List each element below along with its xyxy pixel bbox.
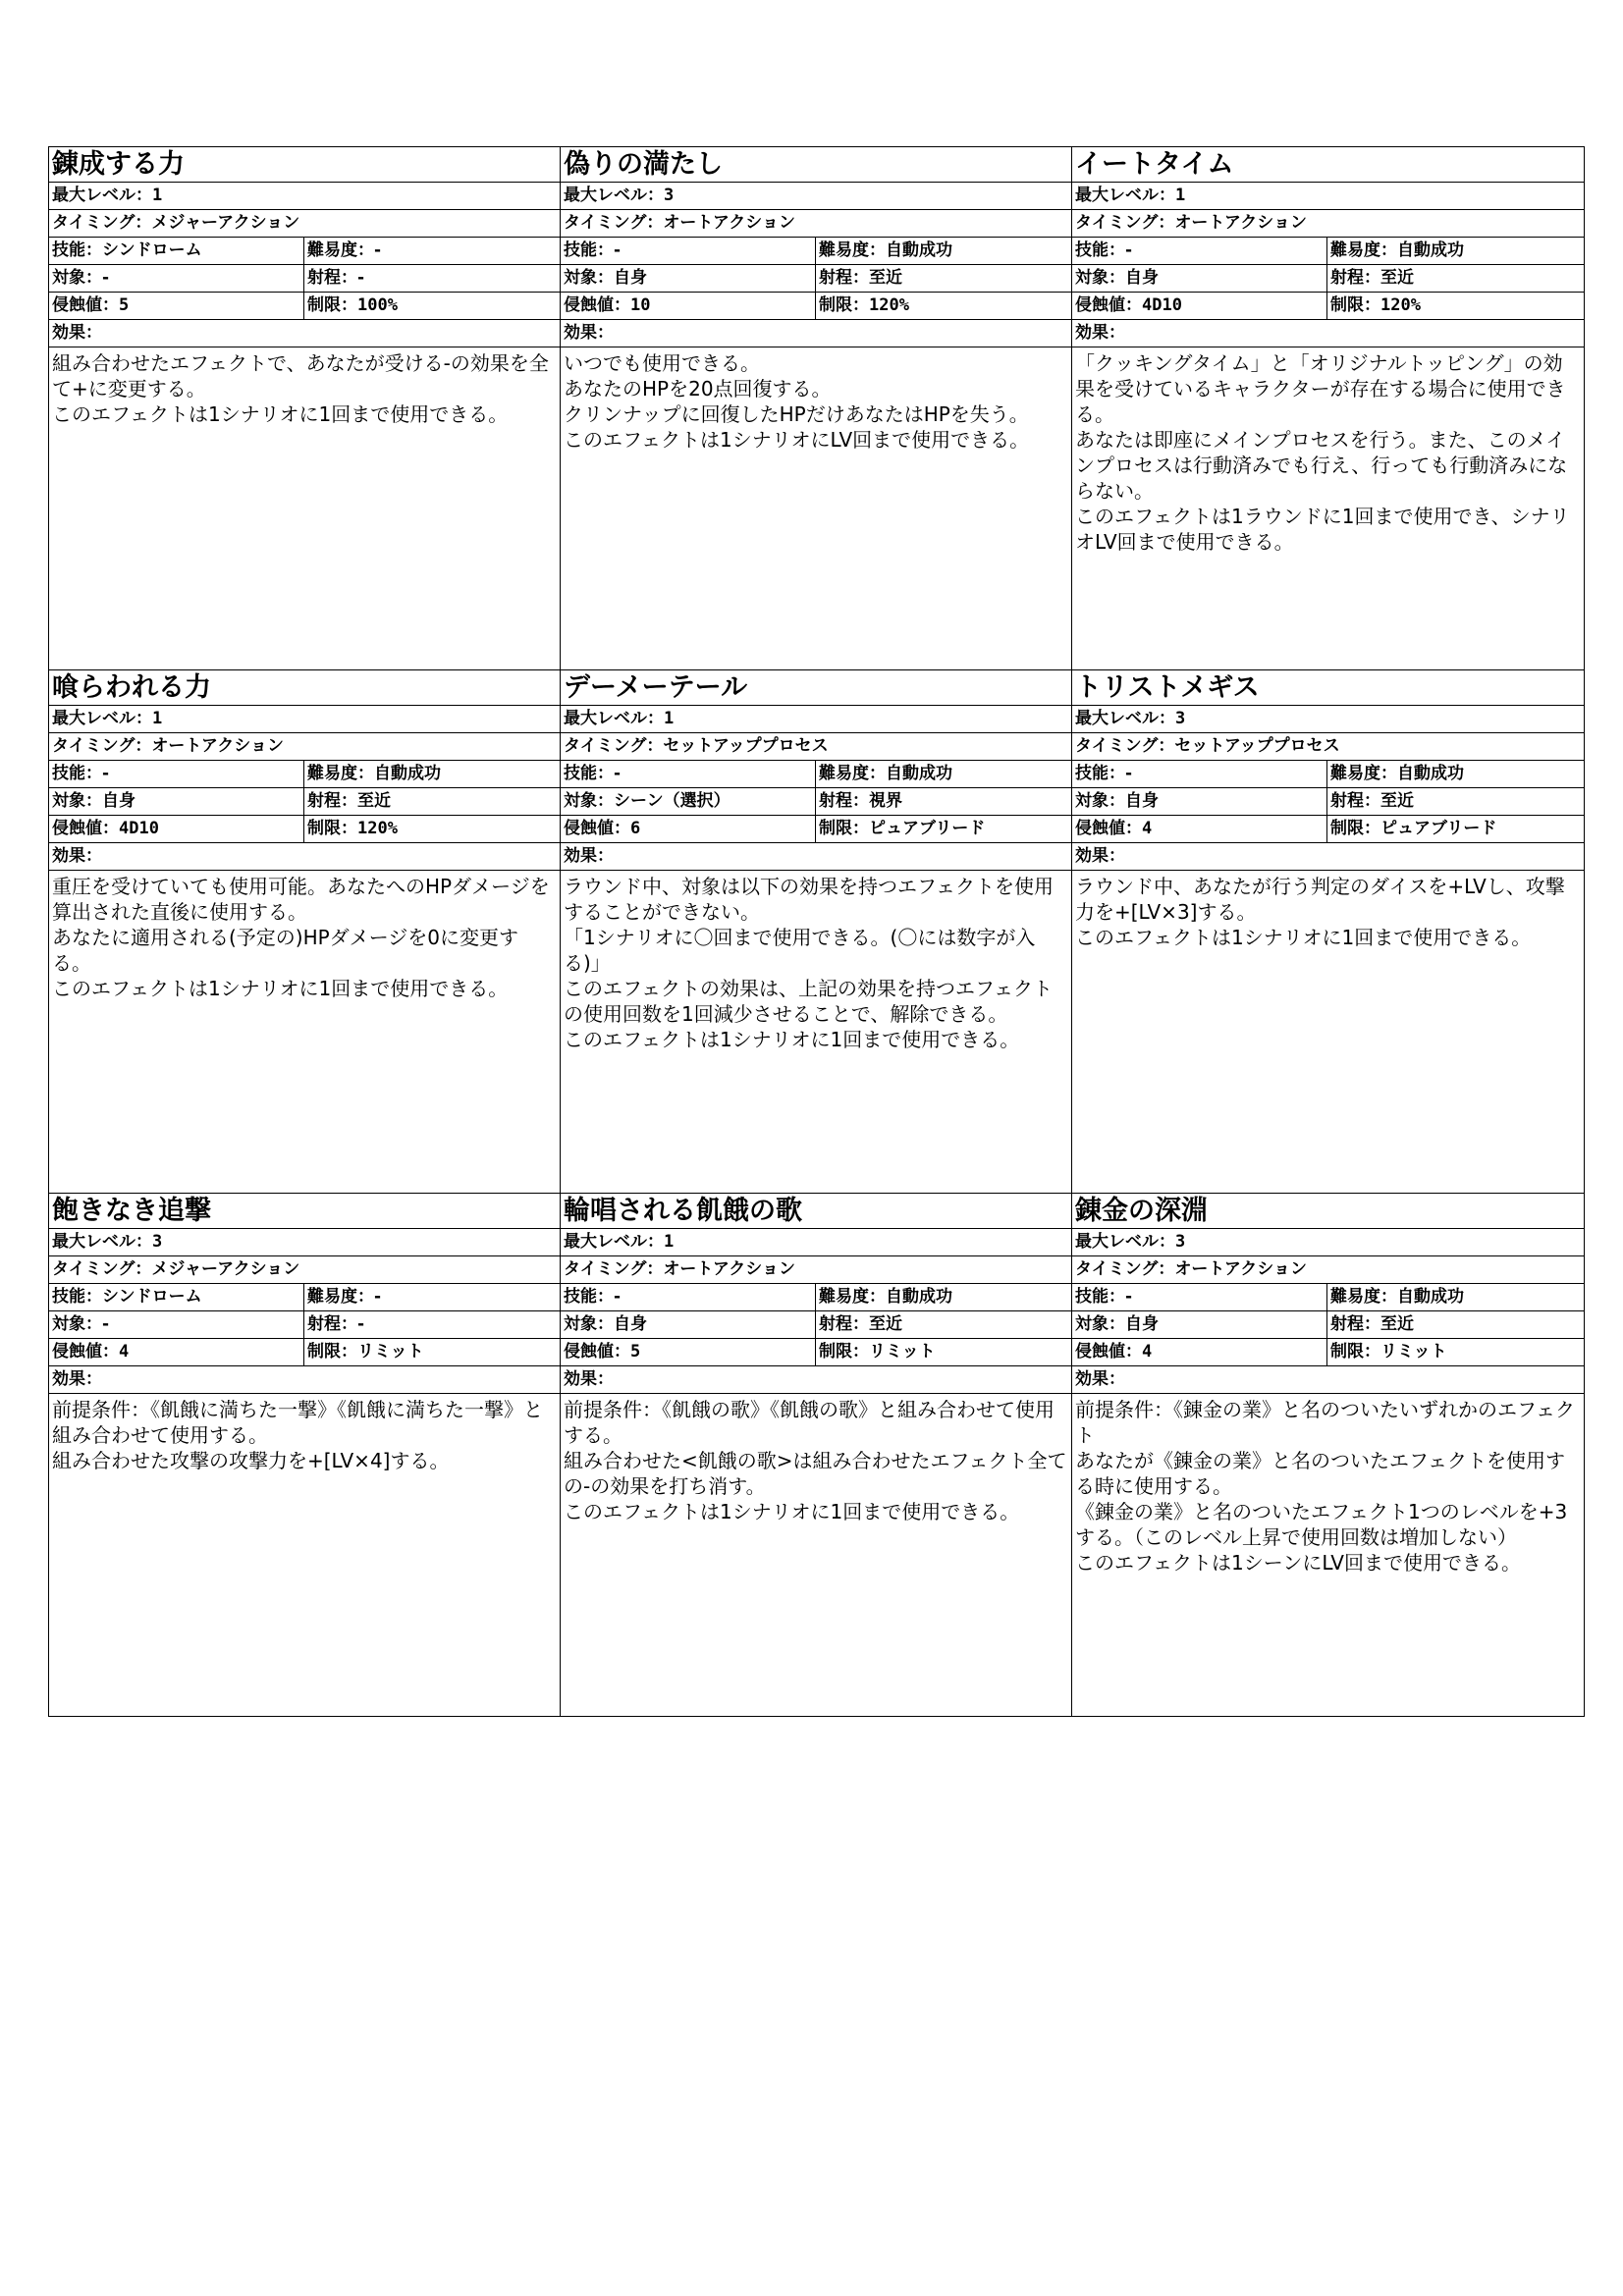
skill-label: 技能：	[564, 1287, 614, 1307]
timing-label: タイミング：	[564, 1259, 664, 1279]
range-label: 射程：	[1330, 791, 1380, 811]
effect-card	[49, 1194, 561, 1717]
target-range-row	[49, 1311, 560, 1339]
max-level-row	[1072, 706, 1584, 733]
range-cell	[304, 1311, 560, 1338]
target-value: 自身	[1125, 268, 1159, 288]
encroach-value: 4	[1142, 1342, 1153, 1362]
skill-difficulty-row	[49, 761, 560, 788]
limit-value: 120%	[357, 819, 398, 838]
difficulty-value: 自動成功	[1397, 764, 1464, 783]
effect-card	[1072, 670, 1585, 1194]
max-level-row	[1072, 1229, 1584, 1256]
limit-label: 制限：	[307, 1342, 357, 1362]
effect-text: 前提条件：《飢餓の歌》《飢餓の歌》と組み合わせて使用する。 組み合わせた<飢餓の歌>は組み合わせたエフェクト全ての-の効果を打ち消す。 このエフェクトは1シナリオに1回まで使用できる。	[564, 1398, 1067, 1523]
effect-header: 効果：	[1072, 1366, 1584, 1394]
difficulty-label: 難易度：	[819, 764, 886, 783]
range-value: 至近	[357, 791, 391, 811]
range-label: 射程：	[819, 1314, 869, 1334]
effect-card	[49, 147, 561, 670]
skill-value: -	[1125, 764, 1133, 783]
encroach-value: 6	[630, 819, 641, 838]
encroach-limit-row	[1072, 293, 1584, 320]
max-level-value: 3	[1175, 709, 1186, 728]
limit-cell	[304, 293, 560, 319]
timing-row	[49, 210, 560, 238]
range-label: 射程：	[307, 268, 357, 288]
timing-value: セットアッププロセス	[1174, 736, 1340, 756]
limit-label: 制限：	[819, 1342, 869, 1362]
timing-label: タイミング：	[52, 213, 152, 233]
max-level-label: 最大レベル：	[564, 709, 664, 728]
limit-label: 制限：	[1330, 819, 1380, 838]
skill-label: 技能：	[1075, 1287, 1125, 1307]
limit-value: ピュアブリード	[1380, 819, 1497, 838]
effect-text: 重圧を受けていても使用可能。あなたへのHPダメージを算出された直後に使用する。 あなたに適用される(予定の)HPダメージを0に変更する。 このエフェクトは1シナリオに1回まで使用できる。	[52, 875, 550, 1000]
timing-value: メジャーアクション	[151, 213, 300, 233]
max-level-value: 1	[664, 1232, 675, 1252]
effect-name: トリストメギス	[1072, 670, 1584, 706]
encroach-cell	[561, 816, 816, 842]
encroach-limit-row	[561, 1339, 1071, 1366]
skill-cell	[1072, 238, 1327, 264]
range-cell	[1327, 788, 1584, 815]
max-level-row	[561, 706, 1071, 733]
encroach-label: 侵蝕値：	[564, 295, 630, 315]
max-level-label: 最大レベル：	[1075, 186, 1175, 205]
encroach-value: 10	[630, 295, 651, 315]
encroach-label: 侵蝕値：	[52, 295, 119, 315]
difficulty-cell	[816, 761, 1071, 787]
effect-header: 効果：	[561, 320, 1071, 347]
difficulty-label: 難易度：	[1330, 764, 1397, 783]
target-label: 対象：	[1075, 1314, 1125, 1334]
target-label: 対象：	[564, 268, 614, 288]
difficulty-label: 難易度：	[307, 764, 374, 783]
timing-label: タイミング：	[52, 736, 152, 756]
difficulty-value: 自動成功	[1397, 1287, 1464, 1307]
effect-header: 効果：	[49, 320, 560, 347]
encroach-label: 侵蝕値：	[1075, 819, 1142, 838]
timing-label: タイミング：	[1075, 213, 1175, 233]
timing-label: タイミング：	[1075, 736, 1175, 756]
max-level-label: 最大レベル：	[564, 1232, 664, 1252]
max-level-label: 最大レベル：	[1075, 1232, 1175, 1252]
effect-card-grid	[48, 146, 1585, 1717]
skill-value: シンドローム	[102, 1287, 202, 1307]
encroach-limit-row	[49, 816, 560, 843]
effect-text: 前提条件：《飢餓に満ちた一撃》《飢餓に満ちた一撃》と組み合わせて使用する。 組み合わせた攻撃の攻撃力を+[LV×4]する。	[52, 1398, 543, 1472]
limit-value: リミット	[357, 1342, 424, 1362]
target-range-row	[49, 265, 560, 293]
effect-card	[49, 670, 561, 1194]
difficulty-value: 自動成功	[886, 764, 952, 783]
effect-name: イートタイム	[1072, 147, 1584, 183]
range-label: 射程：	[307, 791, 357, 811]
encroach-cell	[561, 1339, 816, 1365]
limit-cell	[1327, 293, 1584, 319]
skill-difficulty-row	[49, 238, 560, 265]
range-label: 射程：	[1330, 268, 1380, 288]
skill-value: -	[614, 764, 622, 783]
range-label: 射程：	[819, 268, 869, 288]
limit-label: 制限：	[819, 295, 869, 315]
timing-row	[1072, 210, 1584, 238]
max-level-value: 3	[1175, 1232, 1186, 1252]
limit-cell	[816, 293, 1071, 319]
max-level-value: 1	[152, 186, 163, 205]
skill-label: 技能：	[52, 240, 102, 260]
timing-value: オートアクション	[1174, 213, 1307, 233]
target-cell	[1072, 1311, 1327, 1338]
encroach-value: 4	[119, 1342, 130, 1362]
difficulty-value: -	[374, 240, 382, 260]
encroach-label: 侵蝕値：	[564, 819, 630, 838]
target-label: 対象：	[1075, 791, 1125, 811]
target-value: 自身	[102, 791, 135, 811]
target-range-row	[561, 1311, 1071, 1339]
difficulty-cell	[816, 238, 1071, 264]
range-cell	[1327, 265, 1584, 292]
effect-text: いつでも使用できる。 あなたのHPを20点回復する。 クリンナップに回復したHPだけあなたはHPを失う。 このエフェクトは1シナリオにLV回まで使用できる。	[564, 351, 1030, 452]
timing-row	[49, 1256, 560, 1284]
timing-label: タイミング：	[1075, 1259, 1175, 1279]
timing-value: オートアクション	[1174, 1259, 1307, 1279]
difficulty-value: 自動成功	[886, 240, 952, 260]
max-level-value: 3	[664, 186, 675, 205]
skill-label: 技能：	[564, 764, 614, 783]
skill-difficulty-row	[1072, 761, 1584, 788]
target-label: 対象：	[52, 1314, 102, 1334]
effect-name: 錬金の深淵	[1072, 1194, 1584, 1229]
range-cell	[304, 265, 560, 292]
max-level-label: 最大レベル：	[52, 186, 152, 205]
encroach-limit-row	[49, 293, 560, 320]
skill-value: -	[614, 1287, 622, 1307]
skill-cell	[49, 238, 304, 264]
timing-value: オートアクション	[151, 736, 284, 756]
difficulty-label: 難易度：	[819, 240, 886, 260]
limit-value: 100%	[357, 295, 398, 315]
limit-cell	[1327, 1339, 1584, 1365]
effect-name: デーメーテール	[561, 670, 1071, 706]
limit-cell	[816, 1339, 1071, 1365]
range-value: 至近	[869, 268, 902, 288]
encroach-value: 4	[1142, 819, 1153, 838]
effect-header: 効果：	[1072, 843, 1584, 871]
effect-header: 効果：	[561, 843, 1071, 871]
difficulty-value: 自動成功	[1397, 240, 1464, 260]
target-label: 対象：	[52, 268, 102, 288]
max-level-label: 最大レベル：	[52, 1232, 152, 1252]
effect-header: 効果：	[1072, 320, 1584, 347]
difficulty-cell	[304, 238, 560, 264]
limit-cell	[304, 1339, 560, 1365]
difficulty-label: 難易度：	[307, 1287, 374, 1307]
skill-value: -	[1125, 1287, 1133, 1307]
limit-value: リミット	[1380, 1342, 1447, 1362]
range-value: 至近	[1380, 1314, 1414, 1334]
encroach-value: 5	[630, 1342, 641, 1362]
effect-card	[1072, 147, 1585, 670]
skill-cell	[561, 1284, 816, 1310]
effect-text: ラウンド中、あなたが行う判定のダイスを+LVし、攻撃力を+[LV×3]する。 このエフェクトは1シナリオに1回まで使用できる。	[1075, 875, 1565, 949]
difficulty-cell	[304, 761, 560, 787]
target-value: -	[102, 268, 110, 288]
limit-value: 120%	[1380, 295, 1421, 315]
encroach-cell	[49, 293, 304, 319]
difficulty-label: 難易度：	[1330, 1287, 1397, 1307]
skill-cell	[1072, 761, 1327, 787]
target-cell	[49, 788, 304, 815]
target-label: 対象：	[564, 791, 614, 811]
range-value: -	[357, 1314, 365, 1334]
timing-row	[561, 1256, 1071, 1284]
skill-difficulty-row	[49, 1284, 560, 1311]
limit-cell	[816, 816, 1071, 842]
timing-row	[561, 210, 1071, 238]
max-level-row	[561, 183, 1071, 210]
difficulty-cell	[816, 1284, 1071, 1310]
difficulty-value: 自動成功	[374, 764, 441, 783]
target-value: 自身	[1125, 1314, 1159, 1334]
skill-cell	[561, 238, 816, 264]
skill-cell	[49, 1284, 304, 1310]
skill-value: -	[614, 240, 622, 260]
encroach-limit-row	[561, 293, 1071, 320]
limit-label: 制限：	[307, 819, 357, 838]
effect-name: 飽きなき追撃	[49, 1194, 560, 1229]
range-value: -	[357, 268, 365, 288]
difficulty-cell	[304, 1284, 560, 1310]
encroach-label: 侵蝕値：	[1075, 295, 1142, 315]
skill-value: シンドローム	[102, 240, 202, 260]
difficulty-cell	[1327, 761, 1584, 787]
timing-value: オートアクション	[663, 1259, 795, 1279]
encroach-limit-row	[1072, 816, 1584, 843]
target-cell	[49, 265, 304, 292]
range-value: 至近	[869, 1314, 902, 1334]
target-cell	[1072, 788, 1327, 815]
effect-card	[561, 670, 1072, 1194]
timing-label: タイミング：	[564, 736, 664, 756]
max-level-row	[49, 1229, 560, 1256]
timing-row	[1072, 1256, 1584, 1284]
max-level-value: 1	[1175, 186, 1186, 205]
skill-difficulty-row	[1072, 238, 1584, 265]
range-cell	[816, 265, 1071, 292]
encroach-value: 4D10	[1142, 295, 1182, 315]
difficulty-label: 難易度：	[819, 1287, 886, 1307]
encroach-cell	[49, 1339, 304, 1365]
target-cell	[561, 788, 816, 815]
target-value: シーン（選択）	[614, 791, 730, 811]
difficulty-cell	[1327, 1284, 1584, 1310]
target-range-row	[561, 788, 1071, 816]
max-level-value: 1	[664, 709, 675, 728]
encroach-limit-row	[49, 1339, 560, 1366]
skill-value: -	[1125, 240, 1133, 260]
effect-card	[1072, 1194, 1585, 1717]
timing-value: メジャーアクション	[151, 1259, 300, 1279]
timing-label: タイミング：	[52, 1259, 152, 1279]
skill-difficulty-row	[561, 1284, 1071, 1311]
target-value: 自身	[1125, 791, 1159, 811]
encroach-limit-row	[561, 816, 1071, 843]
skill-label: 技能：	[1075, 764, 1125, 783]
max-level-label: 最大レベル：	[1075, 709, 1175, 728]
difficulty-value: -	[374, 1287, 382, 1307]
effect-card	[561, 147, 1072, 670]
limit-label: 制限：	[1330, 295, 1380, 315]
difficulty-value: 自動成功	[886, 1287, 952, 1307]
skill-difficulty-row	[561, 761, 1071, 788]
effect-header: 効果：	[561, 1366, 1071, 1394]
max-level-label: 最大レベル：	[564, 186, 664, 205]
target-value: 自身	[614, 1314, 647, 1334]
range-label: 射程：	[307, 1314, 357, 1334]
limit-cell	[1327, 816, 1584, 842]
skill-label: 技能：	[52, 1287, 102, 1307]
timing-row	[561, 733, 1071, 761]
target-label: 対象：	[564, 1314, 614, 1334]
limit-label: 制限：	[1330, 1342, 1380, 1362]
effect-text: 「クッキングタイム」と「オリジナルトッピング」の効果を受けているキャラクターが存在する場合に使用できる。 あなたは即座にメインプロセスを行う。また、このメインプロセスは行動済みでも行え、行っても行動済みにならない。 このエフェクトは1ラウンドに1回まで使用でき、シナリオLV回まで使用できる。	[1075, 351, 1570, 554]
max-level-row	[1072, 183, 1584, 210]
difficulty-label: 難易度：	[307, 240, 374, 260]
encroach-cell	[1072, 293, 1327, 319]
target-value: -	[102, 1314, 110, 1334]
skill-difficulty-row	[1072, 1284, 1584, 1311]
range-cell	[816, 1311, 1071, 1338]
effect-card	[561, 1194, 1072, 1717]
timing-value: オートアクション	[663, 213, 795, 233]
target-cell	[49, 1311, 304, 1338]
skill-cell	[561, 761, 816, 787]
effect-header: 効果：	[49, 843, 560, 871]
encroach-label: 侵蝕値：	[564, 1342, 630, 1362]
target-range-row	[561, 265, 1071, 293]
limit-label: 制限：	[819, 819, 869, 838]
max-level-row	[49, 706, 560, 733]
encroach-cell	[49, 816, 304, 842]
effect-name: 輪唱される飢餓の歌	[561, 1194, 1071, 1229]
range-value: 至近	[1380, 791, 1414, 811]
timing-row	[1072, 733, 1584, 761]
limit-value: 120%	[869, 295, 909, 315]
encroach-cell	[561, 293, 816, 319]
skill-label: 技能：	[52, 764, 102, 783]
target-range-row	[1072, 265, 1584, 293]
max-level-row	[49, 183, 560, 210]
range-cell	[1327, 1311, 1584, 1338]
range-label: 射程：	[819, 791, 869, 811]
range-value: 至近	[1380, 268, 1414, 288]
effect-name: 錬成する力	[49, 147, 560, 183]
target-label: 対象：	[52, 791, 102, 811]
target-value: 自身	[614, 268, 647, 288]
range-label: 射程：	[1330, 1314, 1380, 1334]
max-level-value: 3	[152, 1232, 163, 1252]
effect-text: 前提条件：《錬金の業》と名のついたいずれかのエフェクト あなたが《錬金の業》と名のついたエフェクトを使用する時に使用する。 《錬金の業》と名のついたエフェクト1つのレベルを+3する。（このレベル上昇で使用回数は増加しない） このエフェクトは1シーンにLV回まで使用できる。	[1075, 1398, 1575, 1575]
limit-value: ピュアブリード	[869, 819, 986, 838]
target-range-row	[1072, 1311, 1584, 1339]
encroach-limit-row	[1072, 1339, 1584, 1366]
limit-label: 制限：	[307, 295, 357, 315]
effect-text: 組み合わせたエフェクトで、あなたが受ける-の効果を全て+に変更する。 このエフェクトは1シナリオに1回まで使用できる。	[52, 351, 549, 426]
target-cell	[561, 265, 816, 292]
skill-label: 技能：	[1075, 240, 1125, 260]
effect-header: 効果：	[49, 1366, 560, 1394]
skill-difficulty-row	[561, 238, 1071, 265]
target-label: 対象：	[1075, 268, 1125, 288]
range-value: 視界	[869, 791, 902, 811]
effect-text: ラウンド中、対象は以下の効果を持つエフェクトを使用することができない。 「1シナリオに〇回まで使用できる。(〇には数字が入る)」 このエフェクトの効果は、上記の効果を持つエフェクトの使用回数を1回減少させることで、解除できる。 このエフェクトは1シナリオに1回まで使用できる。	[564, 875, 1054, 1051]
max-level-value: 1	[152, 709, 163, 728]
skill-value: -	[102, 764, 110, 783]
target-range-row	[49, 788, 560, 816]
encroach-value: 4D10	[119, 819, 159, 838]
target-cell	[1072, 265, 1327, 292]
limit-cell	[304, 816, 560, 842]
difficulty-cell	[1327, 238, 1584, 264]
encroach-cell	[1072, 816, 1327, 842]
max-level-row	[561, 1229, 1071, 1256]
encroach-label: 侵蝕値：	[1075, 1342, 1142, 1362]
range-cell	[304, 788, 560, 815]
target-range-row	[1072, 788, 1584, 816]
timing-row	[49, 733, 560, 761]
encroach-label: 侵蝕値：	[52, 819, 119, 838]
effect-name: 喰らわれる力	[49, 670, 560, 706]
skill-label: 技能：	[564, 240, 614, 260]
difficulty-label: 難易度：	[1330, 240, 1397, 260]
range-cell	[816, 788, 1071, 815]
timing-value: セットアッププロセス	[663, 736, 829, 756]
skill-cell	[1072, 1284, 1327, 1310]
encroach-cell	[1072, 1339, 1327, 1365]
max-level-label: 最大レベル：	[52, 709, 152, 728]
limit-value: リミット	[869, 1342, 936, 1362]
encroach-value: 5	[119, 295, 130, 315]
timing-label: タイミング：	[564, 213, 664, 233]
target-cell	[561, 1311, 816, 1338]
skill-cell	[49, 761, 304, 787]
effect-name: 偽りの満たし	[561, 147, 1071, 183]
encroach-label: 侵蝕値：	[52, 1342, 119, 1362]
